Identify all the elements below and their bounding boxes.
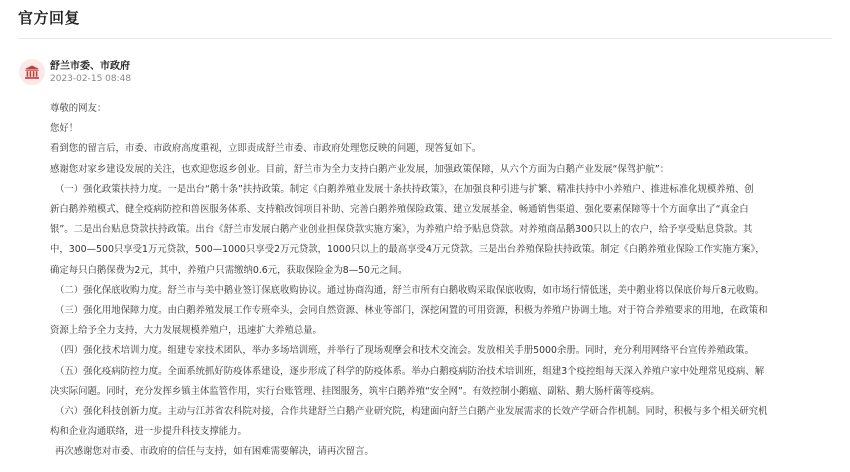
reply-line: （六）强化科技创新力度。主动与江苏省农科院对接，合作共建舒兰白鹅产业研究院，构建面向舒兰白鹅产业发展需求的长效产学研合作机制。同时，积极与多个相关研究机 xyxy=(55,406,768,418)
reply-line: 银”。二是出台贴息贷款扶持政策。出台《舒兰市发展白鹅产业创业担保贷款实施方案》，为养殖户给予贴息贷款。对养殖商品鹅300只以上的农户，给予享受贴息贷款。其 xyxy=(50,224,753,236)
reply-line: 看到您的留言后，市委、市政府高度重视，立即责成舒兰市委、市政府处理您反映的问题，现答复如下。 xyxy=(50,143,482,155)
reply-line: 确定每只白鹅保费为2元，其中，养殖户只需缴纳0.6元，获取保险金为8—50元之间。 xyxy=(50,264,408,276)
government-building-icon-svg xyxy=(24,64,40,80)
reply-line: 感谢您对家乡建设发展的关注，也欢迎您返乡创业。目前，舒兰市为全力支持白鹅产业发展，加强政策保障，从六个方面为白鹅产业发展“保驾护航”： xyxy=(50,163,670,175)
reply-line: 中，300—500只享受1万元贷款，500—1000只享受2万元贷款，1000只以上的最高享受4万元贷款。三是出台养殖保险扶持政策。制定《白鹅养殖业保险工作实施方案》， xyxy=(50,244,765,256)
reply-line: 资源上给予全力支持，大力发展规模养殖户，迅速扩大养殖总量。 xyxy=(50,325,322,337)
reply-body xyxy=(50,99,836,463)
reply-line: 尊敬的网友： xyxy=(50,103,107,114)
reply-line: 构和企业沟通联络，进一步提升科技支撑能力。 xyxy=(50,426,247,438)
reply-line: （四）强化技术培训力度。组建专家技术团队，举办多场培训班，并举行了现场观摩会和技术交流会。发放相关手册5000余册。同时，充分利用网络平台宣传养殖政策。 xyxy=(55,345,754,357)
government-building-icon xyxy=(19,59,45,85)
header-divider xyxy=(18,38,832,39)
reply-line: 您好！ xyxy=(50,123,79,135)
reply-date: 2023-02-15 08:48 xyxy=(50,74,132,84)
reply-line: （五）强化疫病防控力度。全面系统抓好防疫体系建设，逐步形成了科学的防疫体系。举办白鹅疫病防治技术培训班，组建3个疫控组每天深入养殖户家中处理常见疫病、解 xyxy=(55,365,765,377)
reply-line: （二）强化保底收购力度。舒兰市与美中鹅业签订保底收购协议。通过协商沟通，舒兰市所有白鹅收购采取保底收购，如市场行情低迷，美中鹅业将以保底价每斤8元收购。 xyxy=(55,284,765,296)
reply-line: （三）强化用地保障力度。由白鹅养殖发展工作专班牵头，会同自然资源、林业等部门，深挖闲置的可用资源，积极为养殖户协调土地。对于符合养殖要求的用地，在政策和 xyxy=(55,305,768,317)
reply-line: （一）强化政策扶持力度。一是出台“鹅十条”扶持政策。制定《白鹅养殖业发展十条扶持政策》，在加强良种引进与扩繁、精准扶持中小养殖户、推进标准化规模养殖、创 xyxy=(55,183,754,195)
reply-author: 舒兰市委、市政府 xyxy=(50,61,130,72)
reply-line: 再次感谢您对市委、市政府的信任与支持，如有困难需要解决，请再次留言。 xyxy=(55,446,374,458)
reply-line: 新白鹅养殖模式、健全疫病防控和兽医服务体系、支持粮改饲项目补助、完善白鹅养殖保险政策、建立发展基金、畅通销售渠道、强化要素保障等十个方面拿出了“真金白 xyxy=(50,204,749,216)
section-title: 官方回复 xyxy=(18,9,81,27)
reply-line: 决实际问题。同时，充分发挥乡镇主体监管作用，实行台账管理、挂图服务，筑牢白鹅养殖“安全网”。有效控制小鹅瘟、副粘、鹅大肠杆菌等疫病。 xyxy=(50,385,660,397)
